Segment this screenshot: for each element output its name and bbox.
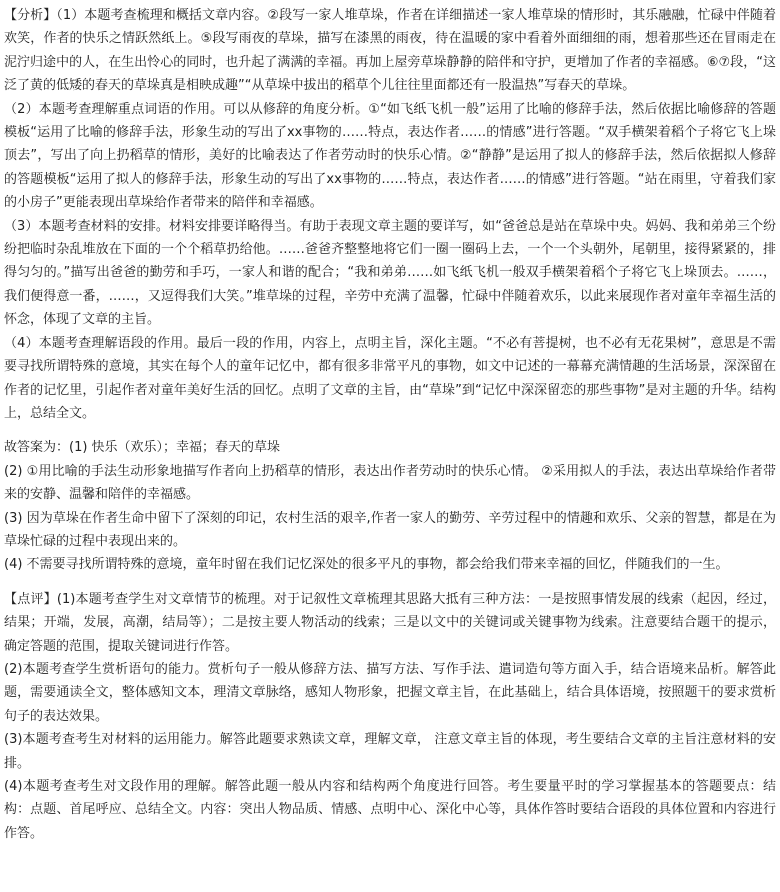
analysis-paragraph-2: （2）本题考查理解重点词语的作用。可以从修辞的角度分析。①“如飞纸飞机一般”运用了比喻的修辞手法，然后依据比喻修辞的答题模板“运用了比喻的修辞手法，形象生动的写出了xx事物的……特点，表达作者……的情感”进行答题。“双手横架着稻个子将它飞上垛顶去”，写出了向上扔稻草的情形，美好的比喻表达了作者劳动时的快乐心情。②“静静”是运用了拟人的修辞手法，然后依据拟人修辞的答题模板“运用了拟人的修辞手法，形象生动的写出了xx事物的……特点，表达作者……的情感”进行答题。“站在雨里，守着我们家的小房子”更能表现出草垛给作者带来的陪伴和幸福感。 <box>4 101 776 211</box>
comment-paragraph-1: 【点评】(1)本题考查学生对文章情节的梳理。对于记叙性文章梳理其思路大抵有三种方法：一是按照事情发展的线索（起因，经过，结果；开端，发展，高潮，结局等）；二是按主要人物活动的线索；三是以文中的关键词或关键事物为线索。注意要结合题干的提示，确定答题的范围，提取关键词进行作答。 <box>4 591 776 654</box>
answer-paragraph-3: (3) 因为草垛在作者生命中留下了深刻的印记，农村生活的艰辛,作者一家人的勤劳、辛劳过程中的情趣和欢乐、父亲的智慧，都是在为草垛忙碌的过程中表现出来的。 <box>4 510 776 549</box>
section-gap <box>4 425 776 436</box>
answer-paragraph-4: (4) 不需要寻找所谓特殊的意境，童年时留在我们记忆深处的很多平凡的事物，都会给我们带来幸福的回忆，伴随我们的一生。 <box>4 557 729 573</box>
analysis-paragraph-4: （4）本题考查理解语段的作用。最后一段的作用，内容上，点明主旨，深化主题。“不必有菩提树，也不必有无花果树”，意思是不需要寻找所谓特殊的意境，其实在每个人的童年记忆中，都有很多非常平凡的事物，如文中记述的一幕幕充满情趣的生活场景，深深留在作者的记忆里，引起作者对童年美好生活的回忆。点明了文章的主旨，由“草垛”到“记忆中深深留恋的那些事物”是对主题的升华。结构上，总结全文。 <box>4 335 776 421</box>
comment-paragraph-2: (2)本题考查学生赏析语句的能力。赏析句子一般从修辞方法、描写方法、写作手法、遣词造句等方面入手，结合语境来品析。解答此题，需要通读全文，整体感知文本，理清文章脉络，感知人物形象，把握文章主旨，在此基础上，结合具体语境，按照题干的要求赏析句子的表达效果。 <box>4 661 776 724</box>
answer-paragraph-2: (2) ①用比喻的手法生动形象地描写作者向上扔稻草的情形，表达出作者劳动时的快乐心情。 ②采用拟人的手法，表达出草垛给作者带来的安静、温馨和陪伴的幸福感。 <box>4 463 776 503</box>
comment-paragraph-4: (4)本题考查考生对文段作用的理解。解答此题一般从内容和结构两个角度进行回答。考生要量平时的学习掌握基本的答题要点：结构：点题、首尾呼应、总结全文。内容：突出人物品质、情感、点明中心、深化中心等，具体作答时要结合语段的具体位置和内容进行作答。 <box>4 779 776 841</box>
comment-section <box>4 588 776 845</box>
answer-paragraph-1: 故答案为：(1) 快乐（欢乐）；幸福；春天的草垛 <box>4 440 281 456</box>
analysis-paragraph-3: （3）本题考查材料的安排。材料安排要详略得当。有助于表现文章主题的要详写，如“爸爸总是站在草垛中央。妈妈、我和弟弟三个纷纷把临时杂乱堆放在下面的一个个稻草扔给他。……爸爸齐整整地将它们一圈一圈码上去，一个一个头朝外，尾朝里，接得紧紧的，排得匀匀的。”描写出爸爸的勤劳和手巧，一家人和谐的配合；“我和弟弟……如飞纸飞机一般双手横架着稻个子将它飞上垛顶去。……，我们便得意一番，……，又逗得我们大笑。”堆草垛的过程，辛劳中充满了温馨，忙碌中伴随着欢乐，以此来展现作者对童年幸福生活的怀念，体现了文章的主旨。 <box>4 218 776 328</box>
analysis-section <box>4 4 776 425</box>
section-gap <box>4 577 776 588</box>
answer-section <box>4 436 776 576</box>
analysis-paragraph-1: 【分析】（1）本题考查梳理和概括文章内容。②段写一家人堆草垛，作者在详细描述一家人堆草垛的情形时，其乐融融，忙碌中伴随着欢笑，作者的快乐之情跃然纸上。⑤段写雨夜的草垛，描写在漆黑的雨夜，待在温暖的家中看着外面细细的雨，想着那些还在冒雨走在泥泞归途中的人，在生出怜心的同时，也升起了满满的幸福。再加上屋旁草垛静静的陪伴和守护，更增加了作者的幸福感。⑥⑦段，“这泛了黄的低矮的春天的草垛真是相映成趣”“从草垛中拔出的稻草个儿往往里面都还有一股温热”写春天的草垛。 <box>4 8 776 94</box>
comment-paragraph-3: (3)本题考查考生对材料的运用能力。解答此题要求熟读文章，理解文章， 注意文章主旨的体现，考生要结合文章的主旨注意材料的安排。 <box>4 732 776 771</box>
